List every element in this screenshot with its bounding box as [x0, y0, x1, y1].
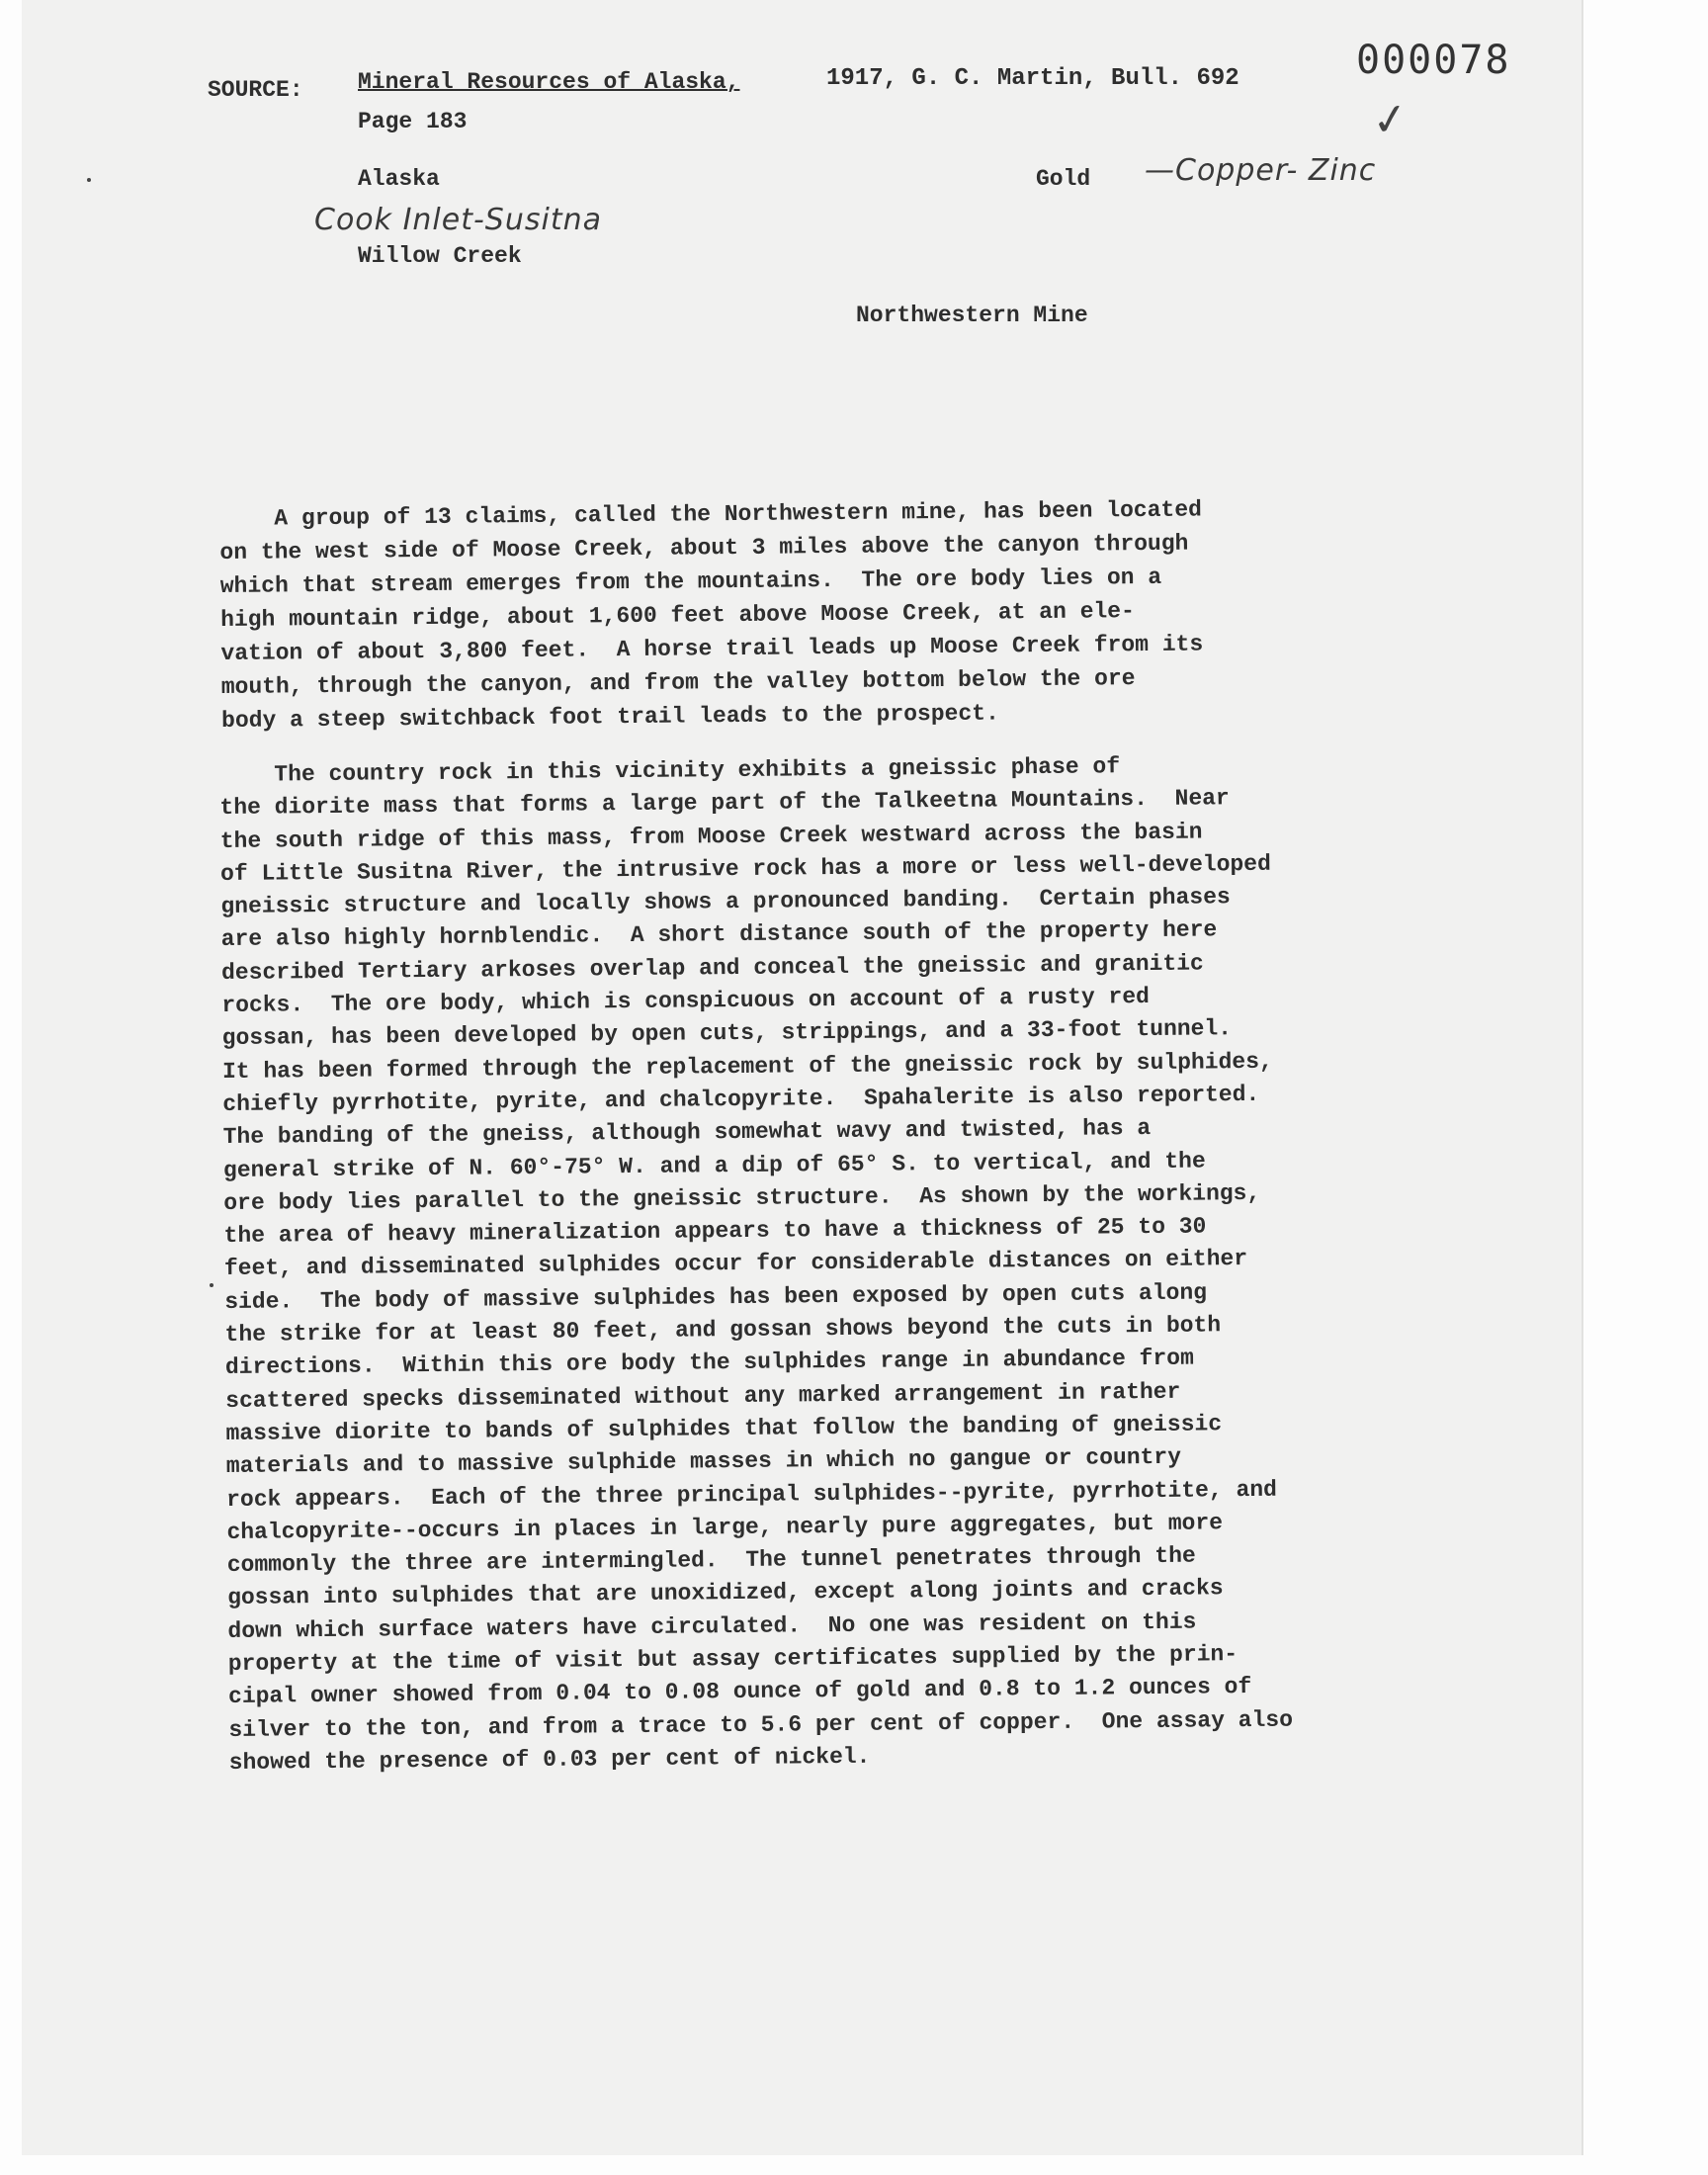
paragraph-geology: The country rock in this vicinity exhibits a gneissic phase of the diorite mass that forms a large part of the Talkeetna Mountains. Near the south ridge of this mass, from Moose Creek westward across the basin of Little Susitna River, the intrusive rock has a more or less well-developed gneissic structure and locally shows a pronounced banding. Certain phases are also highly hornblendic. A short distance south of the property here described Tertiary arkoses overlap and conceal the gneissic and granitic rocks. The ore body, which is conspicuous on account of a rusty red gossan, has been developed by open cuts, strippings, and a 33-foot tunnel. It has been formed through the replacement of the gneissic rock by sulphides, chiefly pyrrhotite, pyrite, and chalcopyrite. Spahalerite is also reported. The banding of the gneiss, although somewhat wavy and twisted, has a general strike of N. 60°-75° W. and a dip of 65° S. to vertical, and the ore body lies parallel to the gneissic structure. As shown by the workings, the area of heavy mineralization appears to have a thickness of 25 to 30 feet, and disseminated sulphides occur for considerable distances on either side. The body of massive sulphides has been exposed by open cuts along the strike for at least 80 feet, and gossan shows beyond the cuts in both directions. Within this ore body the sulphides range in abundance from scattered specks disseminated without any marked arrangement in rather massive diorite to bands of sulphides that follow the banding of gneissic materials and to massive sulphide masses in which no gangue or country rock appears. Each of the three principal sulphides--pyrite, pyrrhotite, and chalcopyrite--occurs in places in large, nearly pure aggregates, but more commonly the three are intermingled. The tunnel penetrates through the gossan into sulphides that are unoxidized, except along joints and cracks down which surface waters have circulated. No one was resident on this property at the time of visit but assay certificates supplied by the prin- cipal owner showed from 0.04 to 0.08 ounce of gold and 0.8 to 1.2 ounces of silver to the ton, and from a trace to 5.6 per cent of copper. One assay also showed the presence of 0.03 per cent of nickel.: [219, 753, 1294, 1776]
paragraph-location: A group of 13 claims, called the Northwestern mine, has been located on the west side of Moose Creek, about 3 miles above the canyon through which that stream emerges from the mountains. The ore body lies on a high mountain ridge, about 1,600 feet above Moose Creek, at an ele- vation of about 3,800 feet. A horse trail leads up Moose Creek from its mouth, through the canyon, and from the valley bottom below the ore body a steep switchback foot trail leads to the prospect.: [219, 496, 1204, 734]
commodity-typed: Gold: [1036, 166, 1091, 192]
commodity-handwritten: —Copper- Zinc: [1145, 153, 1377, 188]
mine-title: Northwestern Mine: [856, 303, 1088, 328]
check-mark-icon: ✓: [1368, 92, 1412, 148]
locality-label: Willow Creek: [358, 243, 522, 269]
page-reference: Page 183: [358, 109, 468, 134]
document-number: 000078: [1356, 38, 1511, 83]
district-handwritten: Cook Inlet-Susitna: [314, 203, 602, 237]
source-citation: 1917, G. C. Martin, Bull. 692: [826, 65, 1239, 92]
source-title: Mineral Resources of Alaska,: [358, 69, 740, 95]
scan-speck: [87, 178, 91, 182]
source-label: SOURCE:: [208, 77, 303, 103]
state-label: Alaska: [358, 166, 440, 192]
scan-speck: [210, 1283, 214, 1287]
